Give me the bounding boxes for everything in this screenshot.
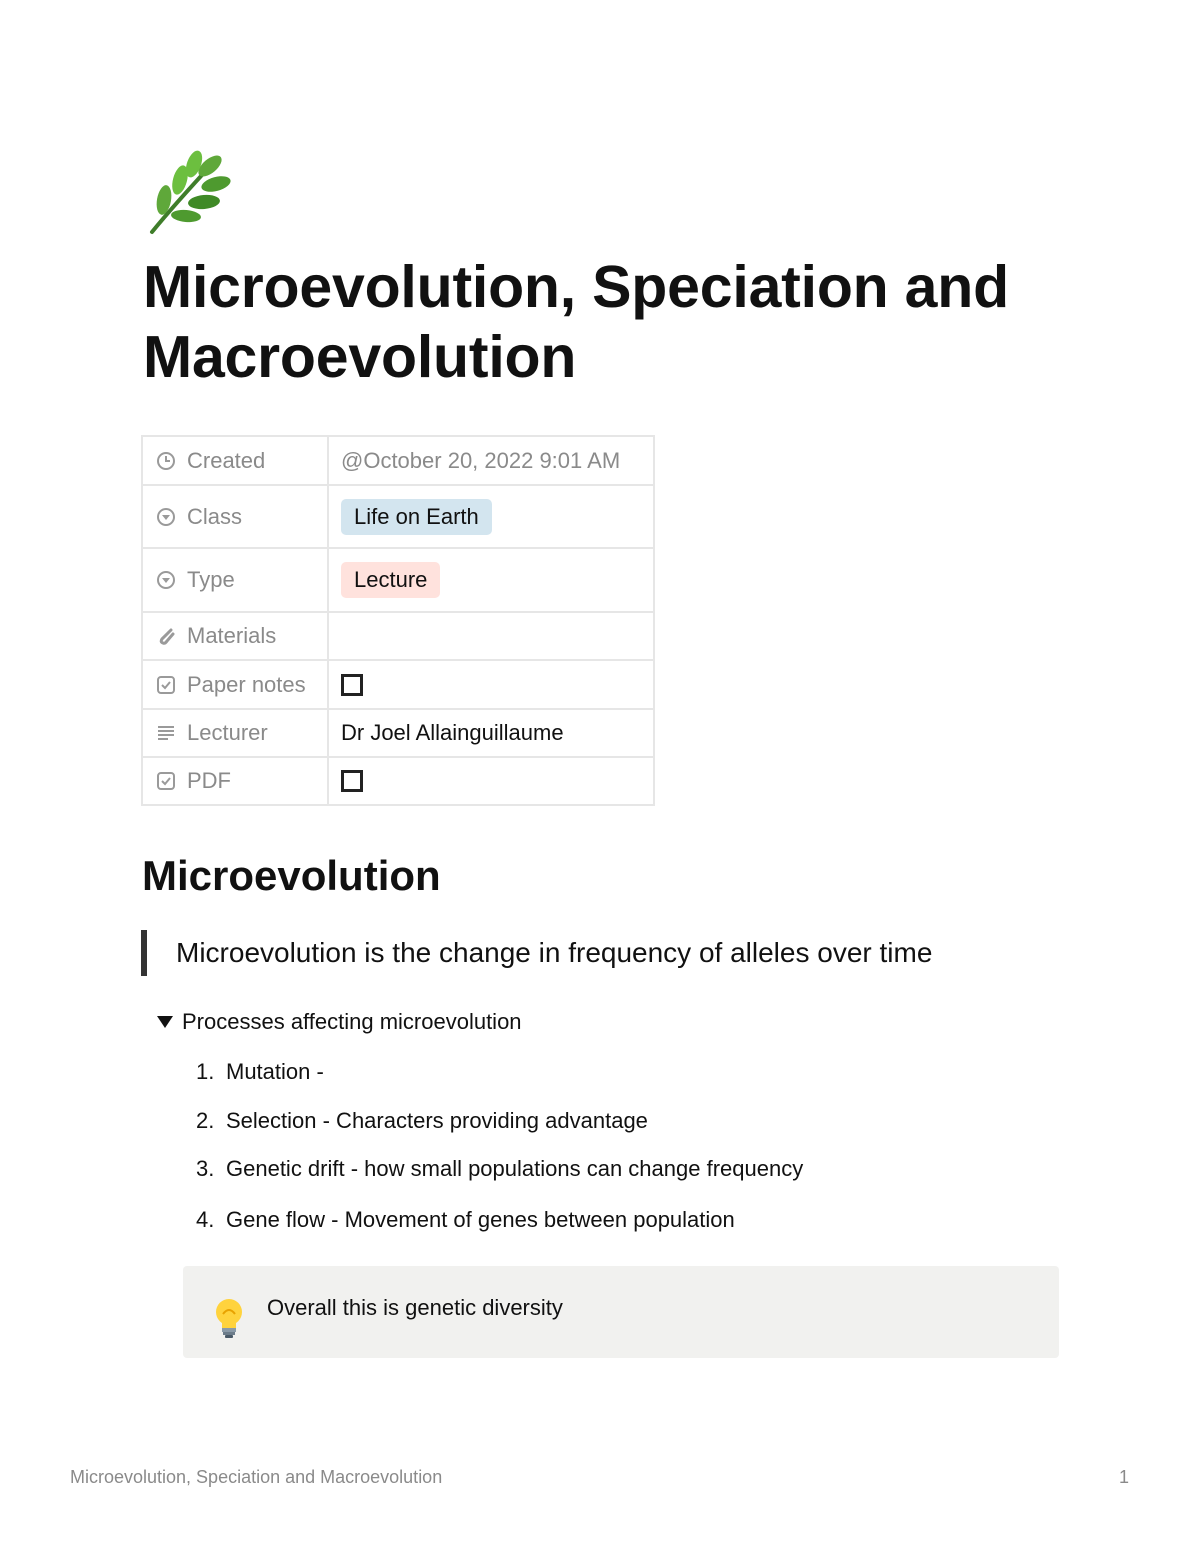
property-row-created (142, 436, 654, 485)
callout-text: Overall this is genetic diversity (267, 1295, 563, 1320)
property-row-class (142, 485, 654, 548)
list-item: 3. Genetic drift - how small populations can change frequency (196, 1156, 804, 1181)
paper-notes-checkbox[interactable] (341, 674, 363, 696)
checkbox-icon (156, 771, 176, 791)
page-number: 1 (1118, 1467, 1129, 1487)
property-label: Paper notes (187, 671, 306, 697)
properties-table (141, 435, 655, 806)
lightbulb-icon (209, 1296, 249, 1340)
property-row-lecturer (142, 709, 654, 757)
select-icon (156, 570, 176, 590)
property-row-type (142, 548, 654, 612)
text-icon (156, 723, 176, 743)
lecturer-value[interactable]: Dr Joel Allainguillaume (341, 720, 564, 745)
checkbox-icon (156, 675, 176, 695)
property-label: Type (187, 567, 235, 592)
property-label: Materials (187, 623, 277, 648)
pdf-checkbox[interactable] (341, 770, 363, 792)
type-tag[interactable]: Lecture (341, 562, 440, 598)
footer-title: Microevolution, Speciation and Macroevolution (70, 1467, 443, 1487)
clock-icon (156, 451, 176, 471)
list-item: 4. Gene flow - Movement of genes between population (196, 1207, 735, 1232)
created-date-value[interactable]: @October 20, 2022 9:01 AM (341, 447, 621, 473)
page-title: Microevolution, Speciation and Macroevolution (143, 254, 1009, 390)
property-label: Class (187, 503, 243, 529)
materials-value[interactable] (328, 612, 654, 660)
callout-block (183, 1266, 1059, 1358)
property-row-paper-notes (142, 660, 654, 709)
list-item: 2. Selection - Characters providing advantage (196, 1108, 648, 1133)
quote-block: Microevolution is the change in frequency of alleles over time (141, 930, 1041, 976)
toggle-block[interactable] (156, 1006, 522, 1038)
triangle-down-icon[interactable] (156, 1015, 174, 1029)
property-label: PDF (187, 768, 231, 793)
property-row-pdf (142, 757, 654, 805)
attachment-icon (156, 626, 176, 646)
select-icon (156, 507, 176, 527)
herb-icon (144, 150, 234, 240)
property-label: Lecturer (187, 720, 268, 745)
property-label: Created (187, 447, 266, 473)
section-heading: Microevolution (142, 852, 441, 899)
class-tag[interactable]: Life on Earth (341, 499, 492, 535)
list-item: 1. Mutation - (196, 1059, 324, 1084)
property-row-materials (142, 612, 654, 660)
toggle-label: Processes affecting microevolution (182, 1009, 522, 1034)
